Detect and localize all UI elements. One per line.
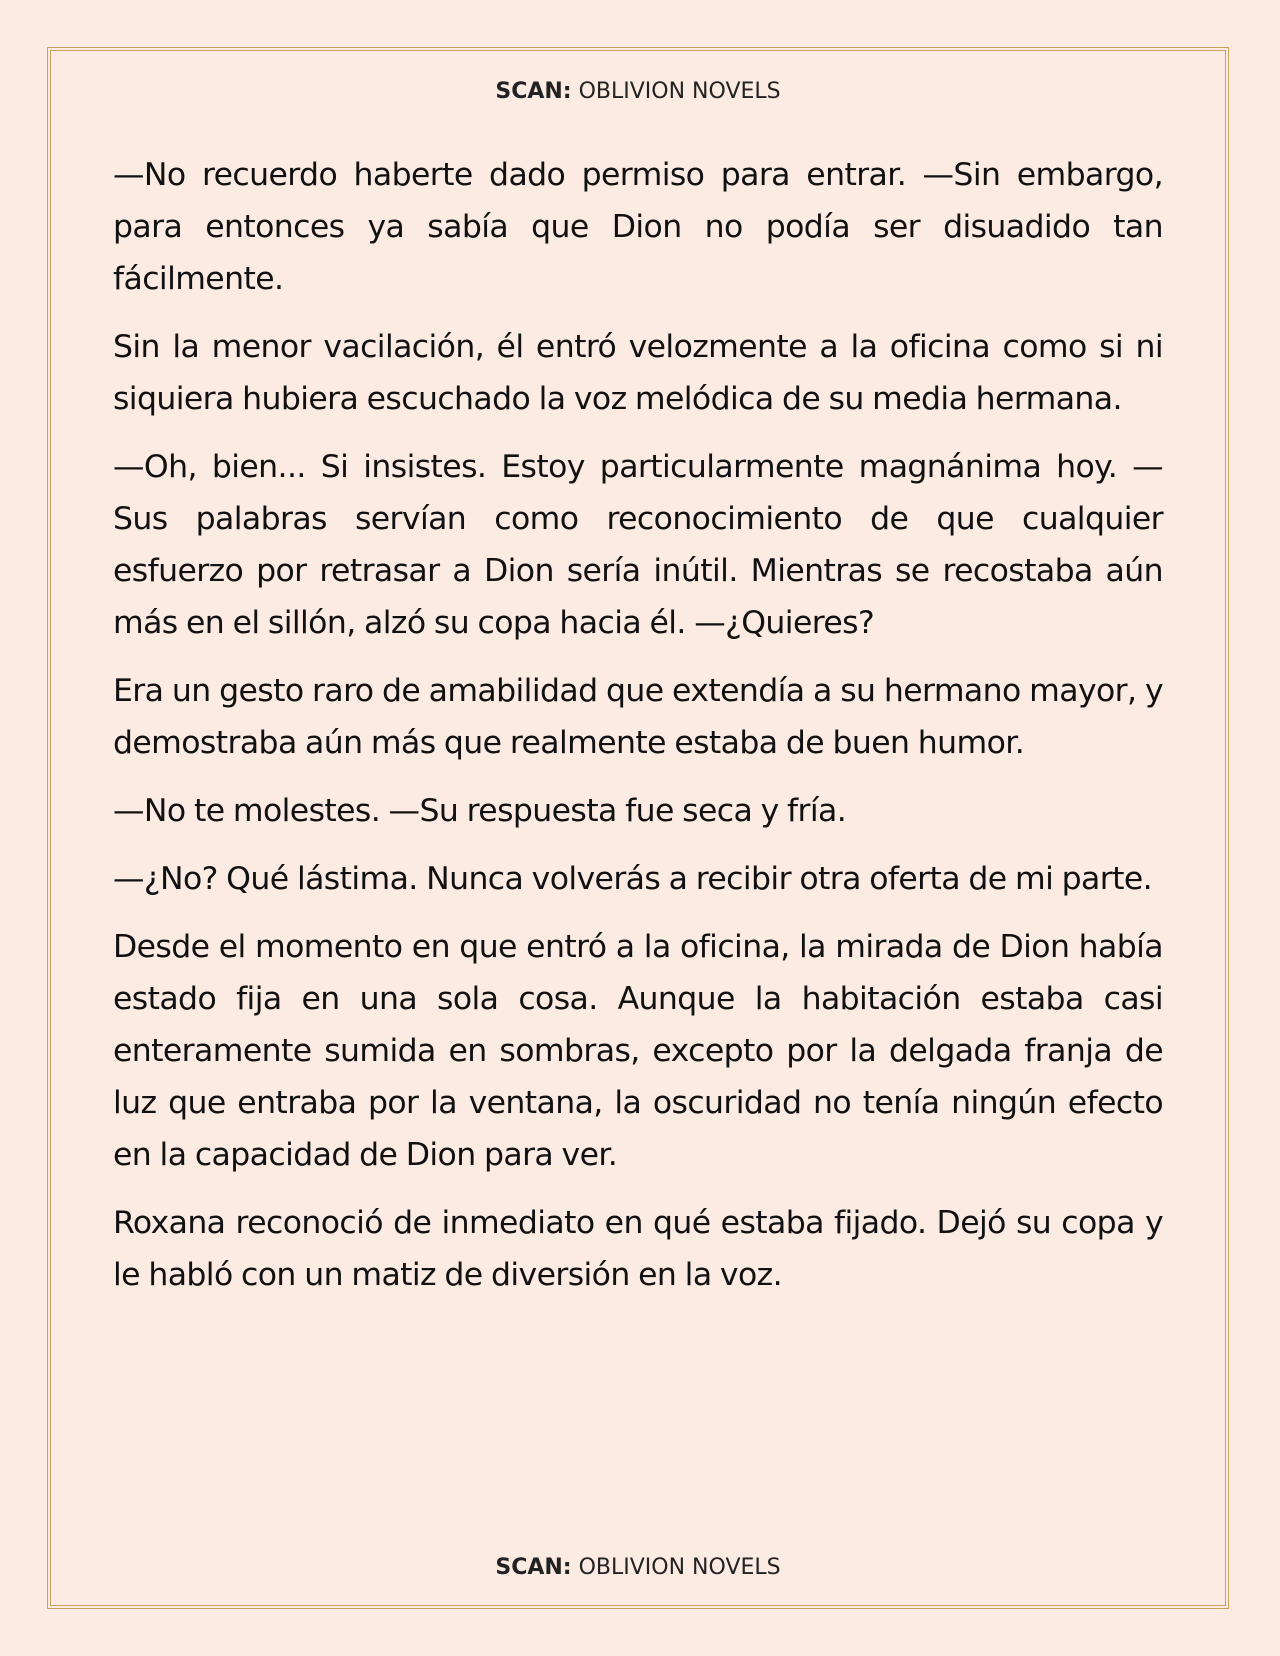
paragraph: —Oh, bien... Si insistes. Estoy particularmente magnánima hoy. —Sus palabras servían como reconocimiento de que cualquier esfuerzo por retrasar a Dion sería inútil. Mientras se recostaba aún más en el sillón, alzó su copa hacia él. —¿Quieres? [113, 449, 1163, 641]
scan-footer-label: SCAN: [495, 1555, 572, 1580]
paragraph: Desde el momento en que entró a la oficina, la mirada de Dion había estado fija en una sola cosa. Aunque la habitación estaba casi enteramente sumida en sombras, excepto por la delgada franja de luz que entraba por la ventana, la oscuridad no tenía ningún efecto en la capacidad de Dion para ver. [113, 929, 1163, 1173]
scan-header-source: OBLIVION NOVELS [578, 79, 781, 104]
paragraph: Roxana reconoció de inmediato en qué estaba fijado. Dejó su copa y le habló con un matiz de diversión en la voz. [113, 1205, 1163, 1293]
scan-footer [51, 1553, 1225, 1583]
page-content [113, 149, 1163, 1317]
paragraph: Sin la menor vacilación, él entró velozmente a la oficina como si ni siquiera hubiera escuchado la voz melódica de su media hermana. [113, 329, 1163, 417]
scan-header-label: SCAN: [495, 79, 572, 104]
paragraph: —No te molestes. —Su respuesta fue seca y fría. [113, 793, 847, 829]
paragraph: Era un gesto raro de amabilidad que extendía a su hermano mayor, y demostraba aún más que realmente estaba de buen humor. [113, 673, 1163, 761]
scan-footer-source: OBLIVION NOVELS [578, 1555, 781, 1580]
paragraph: —No recuerdo haberte dado permiso para entrar. —Sin embargo, para entonces ya sabía que Dion no podía ser disuadido tan fácilmente. [113, 157, 1163, 297]
page-frame [50, 50, 1226, 1606]
paragraph: —¿No? Qué lástima. Nunca volverás a recibir otra oferta de mi parte. [113, 861, 1153, 897]
scan-header [51, 77, 1225, 107]
